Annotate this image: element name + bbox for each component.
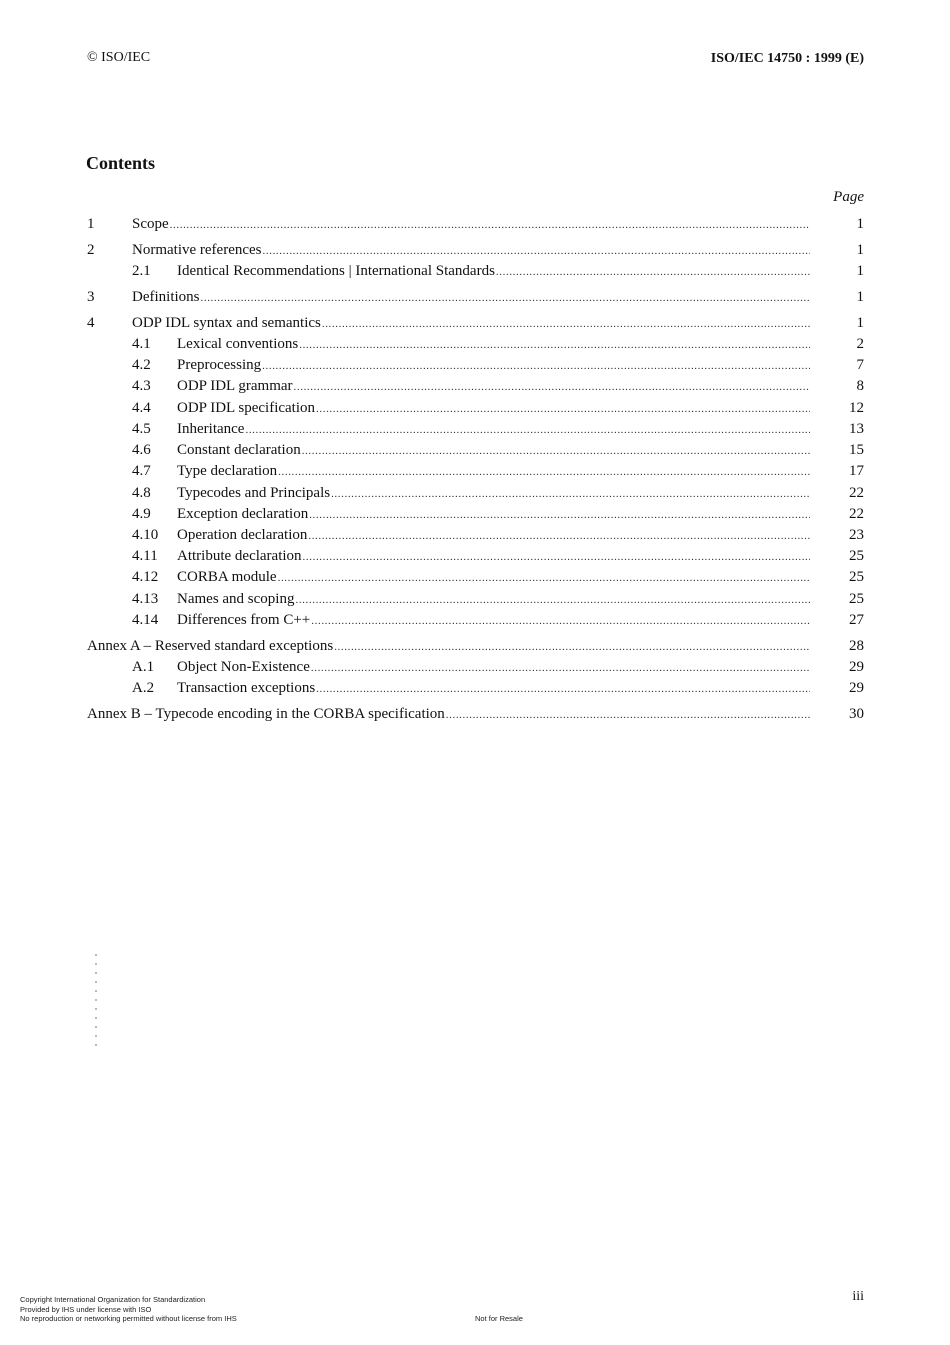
dot-leader	[311, 611, 810, 631]
toc-entry[interactable]	[0, 261, 950, 281]
toc-entry-page: 22	[849, 506, 864, 522]
toc-entry-page: 1	[856, 289, 864, 305]
dot-leader	[311, 658, 810, 678]
footer-copyright	[20, 1295, 237, 1324]
toc-entry-number: 4.7	[132, 463, 151, 479]
dot-leader	[308, 526, 810, 546]
toc-entry-number: 4.8	[132, 485, 151, 501]
toc-entry[interactable]	[0, 214, 950, 234]
toc-entry-title: CORBA module	[177, 569, 277, 585]
toc-entry[interactable]	[0, 636, 950, 656]
dot-leader	[331, 484, 810, 504]
toc-entry-title: Annex B – Typecode encoding in the CORBA specification	[87, 706, 445, 722]
toc-entry-title: ODP IDL specification	[177, 400, 316, 416]
toc-entry[interactable]	[0, 504, 950, 524]
toc-entry-number: 4.2	[132, 357, 151, 373]
toc-entry-title: Lexical conventions	[177, 336, 299, 352]
toc-entry-title: Names and scoping	[177, 591, 295, 607]
toc-entry[interactable]	[0, 240, 950, 260]
toc-entry-page: 7	[856, 357, 864, 373]
toc-entry-page: 29	[849, 680, 864, 696]
dot-leader	[294, 377, 810, 397]
toc-entry-title: Differences from C++	[177, 612, 311, 628]
toc-entry-number: 2.1	[132, 263, 151, 279]
toc-entry-page: 1	[856, 242, 864, 258]
toc-entry-title: Operation declaration	[177, 527, 308, 543]
toc-entry-number: A.2	[132, 680, 155, 696]
toc-entry-title: Identical Recommendations | International Standards	[177, 263, 495, 279]
dot-leader	[334, 637, 810, 657]
toc-entry-number: 4.11	[132, 548, 158, 564]
toc-entry-page: 25	[849, 548, 864, 564]
page-title: Contents	[86, 153, 156, 173]
toc-entry-title: Definitions	[132, 289, 200, 305]
toc-entry-title: Inheritance	[177, 421, 245, 437]
toc-entry-title: Exception declaration	[177, 506, 309, 522]
footer-copyright-line: No reproduction or networking permitted without license from IHS	[20, 1314, 237, 1323]
toc-entry[interactable]	[0, 398, 950, 418]
toc-entry[interactable]	[0, 313, 950, 333]
toc-entry-page: 12	[849, 400, 864, 416]
toc-entry-number: 4.12	[132, 569, 159, 585]
toc-entry[interactable]	[0, 461, 950, 481]
toc-entry-number: 3	[87, 289, 95, 305]
toc-entry-title: Scope	[132, 216, 169, 232]
toc-entry-page: 8	[856, 378, 864, 394]
toc-entry-page: 1	[856, 263, 864, 279]
toc-entry[interactable]	[0, 483, 950, 503]
toc-entry[interactable]	[0, 610, 950, 630]
footer-copyright-line: Provided by IHS under license with ISO	[20, 1304, 152, 1314]
toc-entry[interactable]	[0, 376, 950, 396]
toc-entry-page: 27	[849, 612, 864, 628]
dot-leader	[245, 420, 810, 440]
toc-entry-title: Annex A – Reserved standard exceptions	[87, 638, 334, 654]
footer-copyright-line: Copyright International Organization for Standardization	[20, 1295, 206, 1304]
header-copyright: © ISO/IEC	[87, 50, 151, 65]
toc-entry[interactable]	[0, 657, 950, 677]
toc-entry-number: A.1	[132, 659, 155, 675]
toc-entry-title: Attribute declaration	[177, 548, 302, 564]
toc-entry-number: 4.14	[132, 612, 159, 628]
dot-leader	[278, 568, 810, 588]
toc-entry[interactable]	[0, 334, 950, 354]
toc-entry-number: 4.10	[132, 527, 159, 543]
toc-entry-page: 17	[849, 463, 864, 479]
toc-entry-number: 1	[87, 216, 95, 232]
dot-leader	[496, 262, 810, 282]
toc-entry[interactable]	[0, 525, 950, 545]
toc-entry[interactable]	[0, 704, 950, 724]
toc-entry-page: 2	[856, 336, 864, 352]
dot-leader	[302, 441, 810, 461]
toc-entry[interactable]	[0, 546, 950, 566]
margin-marks	[93, 947, 99, 1047]
footer-page-number: iii	[852, 1289, 864, 1304]
dot-leader	[262, 356, 810, 376]
toc-entry-title: Type declaration	[177, 463, 278, 479]
dot-leader	[446, 705, 810, 725]
toc-entry-page: 25	[849, 569, 864, 585]
dot-leader	[299, 335, 810, 355]
toc-entry-number: 4.5	[132, 421, 151, 437]
toc-entry[interactable]	[0, 287, 950, 307]
toc-entry-title: Typecodes and Principals	[177, 485, 331, 501]
footer-not-for-resale: Not for Resale	[475, 1314, 523, 1323]
header-standard-id: ISO/IEC 14750 : 1999 (E)	[710, 51, 864, 66]
dot-leader	[316, 679, 810, 699]
dot-leader	[303, 547, 810, 567]
toc-entry-title: Constant declaration	[177, 442, 301, 458]
toc-entry[interactable]	[0, 678, 950, 698]
toc-entry-page: 15	[849, 442, 864, 458]
toc-entry-page: 23	[849, 527, 864, 543]
toc-entry-title: Transaction exceptions	[177, 680, 316, 696]
toc-entry-page: 1	[856, 315, 864, 331]
toc-entry-number: 4	[87, 315, 95, 331]
dot-leader	[316, 399, 810, 419]
toc-entry-page: 25	[849, 591, 864, 607]
toc-entry-title: Preprocessing	[177, 357, 262, 373]
toc-entry-number: 4.13	[132, 591, 159, 607]
toc-entry-number: 4.3	[132, 378, 151, 394]
dot-leader	[278, 462, 810, 482]
toc-entry-number: 4.9	[132, 506, 151, 522]
dot-leader	[170, 215, 810, 235]
toc-entry-title: Object Non-Existence	[177, 659, 310, 675]
toc-entry-page: 1	[856, 216, 864, 232]
toc-entry-page: 30	[849, 706, 864, 722]
toc-entry-number: 4.4	[132, 400, 151, 416]
toc-entry-title: ODP IDL syntax and semantics	[132, 315, 321, 331]
toc-entry[interactable]	[0, 419, 950, 439]
toc-entry-title: Normative references	[132, 242, 262, 258]
dot-leader	[322, 314, 810, 334]
toc-entry[interactable]	[0, 355, 950, 375]
toc-entry-number: 2	[87, 242, 95, 258]
toc-entry-page: 28	[849, 638, 864, 654]
dot-leader	[295, 590, 810, 610]
toc-entry[interactable]	[0, 440, 950, 460]
dot-leader	[201, 288, 811, 308]
toc-entry[interactable]	[0, 589, 950, 609]
toc-entry-number: 4.6	[132, 442, 151, 458]
page-column-label: Page	[833, 189, 864, 205]
dot-leader	[309, 505, 810, 525]
toc-entry-page: 13	[849, 421, 864, 437]
toc-entry-page: 29	[849, 659, 864, 675]
toc-entry[interactable]	[0, 567, 950, 587]
toc-entry-title: ODP IDL grammar	[177, 378, 293, 394]
toc-entry-page: 22	[849, 485, 864, 501]
toc-entry-number: 4.1	[132, 336, 151, 352]
dot-leader	[263, 241, 810, 261]
